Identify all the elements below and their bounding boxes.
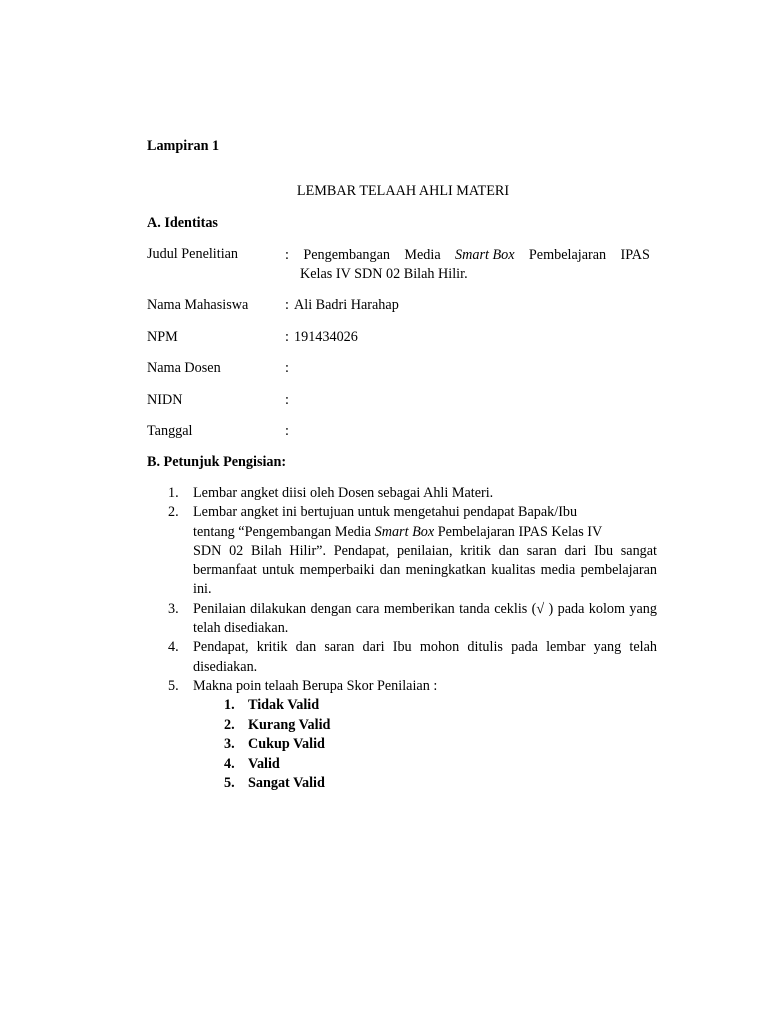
npm-value: 191434026 [294,329,358,345]
score-number: 1. [224,697,235,713]
instruction-text: Pendapat, kritik dan saran dari Ibu mohon ditulis pada lembar yang telah disediakan. [193,639,657,675]
score-item [224,735,330,755]
instruction-item [147,677,657,696]
nidn-colon: : [285,392,289,408]
student-name-value: Ali Badri Harahap [294,297,399,313]
section-a-heading: A. Identitas [147,215,218,231]
date-label: Tanggal [147,423,193,439]
research-title-colon: : [285,247,289,263]
score-scale-list [224,696,330,794]
instruction-item [147,600,657,639]
score-label: Cukup Valid [248,736,325,752]
score-number: 5. [224,775,235,791]
date-colon: : [285,423,289,439]
instruction-text: Makna poin telaah Berupa Skor Penilaian : [193,677,438,694]
instruction-number: 2. [168,504,179,521]
research-title-label: Judul Penelitian [147,246,239,262]
score-label: Tidak Valid [248,697,320,713]
instruction-item [147,484,657,503]
document-title: LEMBAR TELAAH AHLI MATERI [296,183,510,199]
score-item [224,716,330,736]
instruction-text [193,503,657,599]
score-item [224,774,330,794]
instruction-item [147,503,657,599]
lecturer-name-colon: : [285,360,289,376]
student-name-label: Nama Mahasiswa [147,297,249,313]
appendix-label: Lampiran 1 [147,138,220,154]
score-label: Kurang Valid [248,716,331,733]
research-title-line2: Kelas IV SDN 02 Bilah Hilir. [300,266,468,282]
score-number: 2. [224,716,235,733]
instruction-number: 1. [168,485,179,501]
score-item [224,755,330,775]
instruction-text: Penilaian dilakukan dengan cara memberikan tanda ceklis (√ ) pada kolom yang telah disediakan. [193,600,657,637]
instruction-line: Lembar angket ini bertujuan untuk mengetahui pendapat Bapak/Ibu [193,504,578,521]
npm-label: NPM [147,329,178,345]
section-b-heading: B. Petunjuk Pengisian: [147,454,287,470]
score-number: 3. [224,736,235,752]
score-item [224,696,330,716]
student-name-colon: : [285,297,289,313]
nidn-label: NIDN [147,392,183,408]
npm-colon: : [285,329,289,345]
research-title-word: IPAS [620,247,650,263]
score-number: 4. [224,755,235,772]
research-title-word: Pengembangan [303,247,391,263]
instruction-number: 3. [168,600,179,617]
research-title-value [285,246,650,284]
instruction-text: Lembar angket diisi oleh Dosen sebagai Ahli Materi. [193,485,494,501]
score-label: Sangat Valid [248,775,325,791]
score-label: Valid [248,755,280,772]
research-title-word: Pembelajaran [528,247,607,263]
instruction-number: 5. [168,677,179,694]
research-title-italic: Smart Box [455,247,515,263]
instruction-text-part: Pembelajaran IPAS Kelas IV [434,523,603,540]
research-title-line1 [285,246,650,265]
instructions-list [147,484,657,696]
instruction-text-part: SDN 02 Bilah Hilir”. Pendapat, penilaian, kritik dan saran dari Ibu sangat bermanfaat untuk memperbaiki dan meningkatkan kualitas media pembelajaran ini. [193,542,657,598]
instruction-text-part: tentang “Pengembangan Media [193,523,375,540]
research-title-word: Media [404,247,441,263]
instruction-italic: Smart Box [374,523,435,540]
instruction-item [147,638,657,677]
lecturer-name-label: Nama Dosen [147,360,221,376]
instruction-line [193,523,657,542]
instruction-number: 4. [168,639,179,656]
